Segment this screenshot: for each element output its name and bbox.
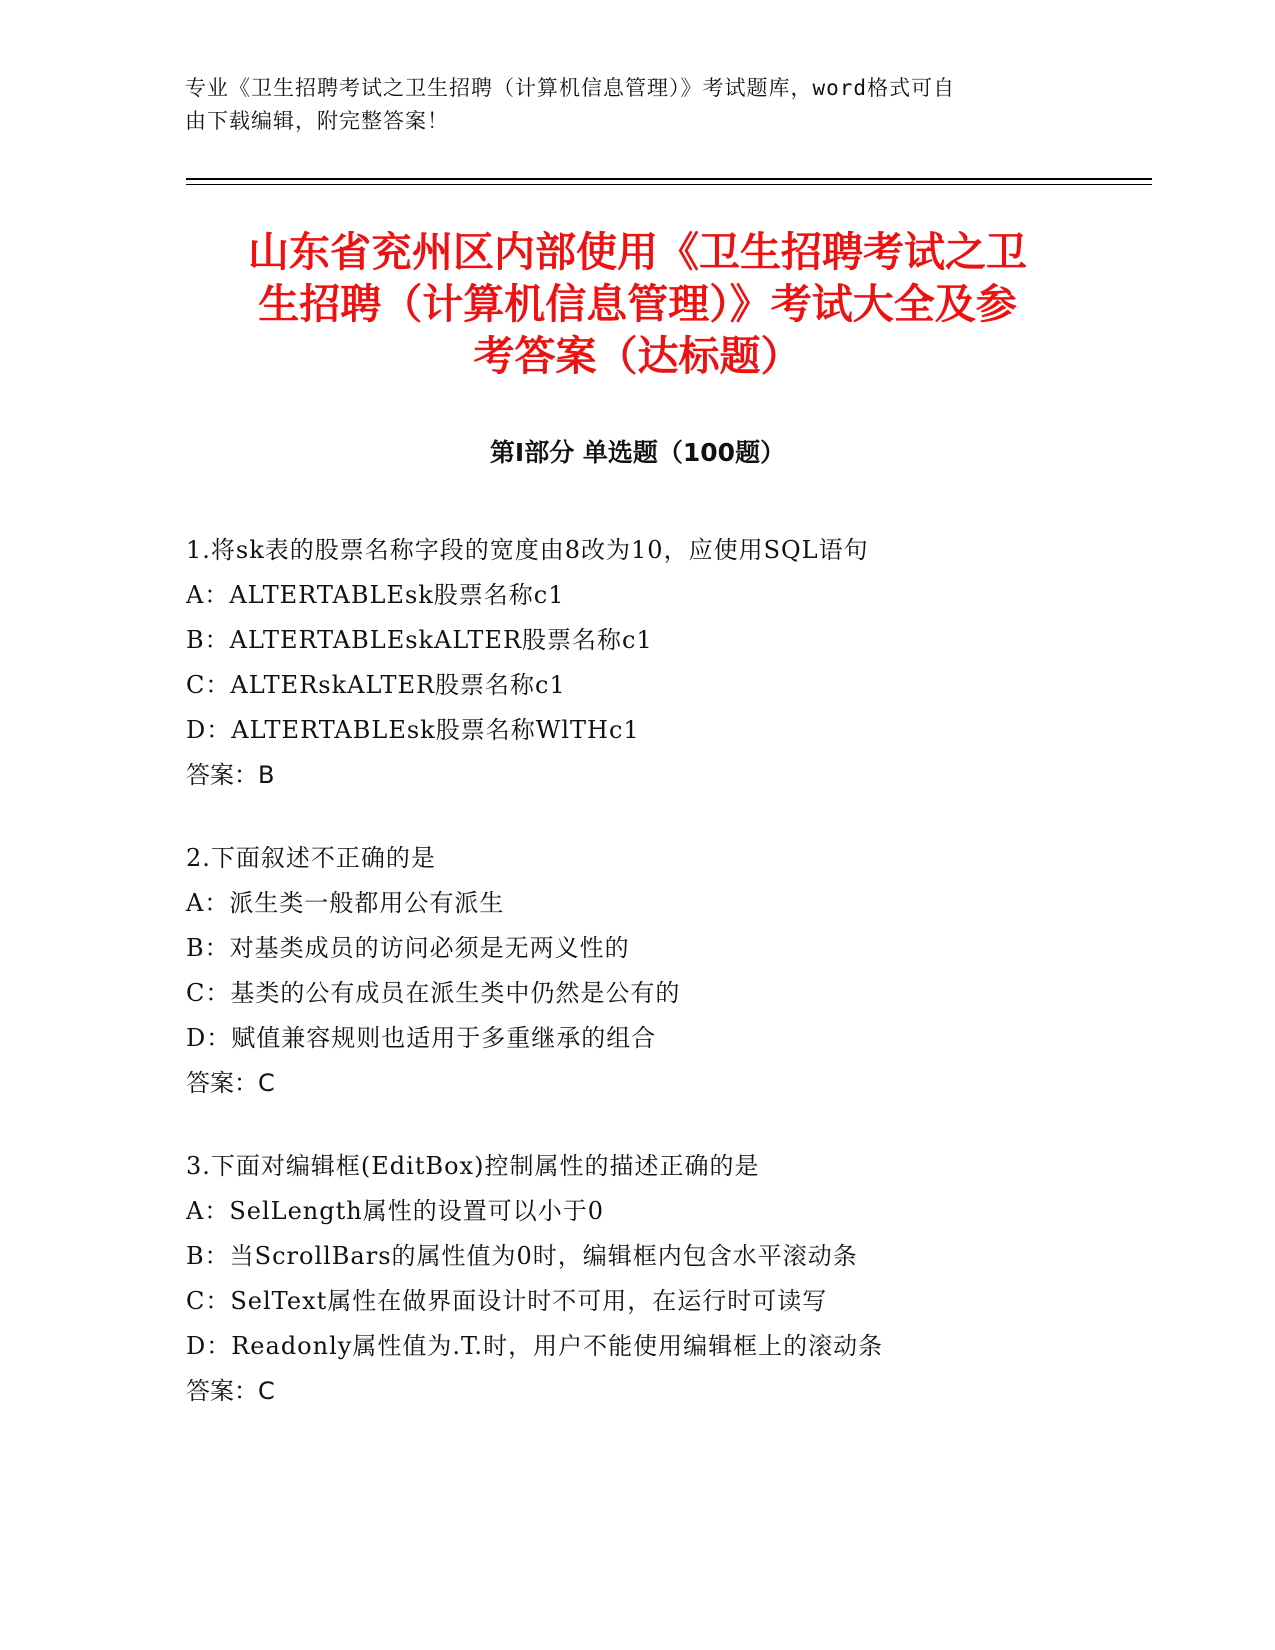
option-a: A：派生类一般都用公有派生 (186, 889, 505, 917)
question-stem: 3.下面对编辑框(EditBox)控制属性的描述正确的是 (186, 1152, 760, 1180)
question-3 (186, 1144, 1146, 1414)
question-stem: 2.下面叙述不正确的是 (186, 844, 436, 872)
option-b: B：ALTERTABLEskALTER股票名称c1 (186, 626, 653, 654)
document-title-line-2: 生招聘（计算机信息管理）》考试大全及参 (258, 280, 1017, 328)
option-d: D：赋值兼容规则也适用于多重继承的组合 (186, 1024, 657, 1052)
header-note-line-1: 专业《卫生招聘考试之卫生招聘（计算机信息管理）》考试题库，word格式可自 (185, 76, 956, 100)
header-note (185, 72, 1065, 138)
option-c: C：基类的公有成员在派生类中仍然是公有的 (186, 979, 681, 1007)
document-title (150, 226, 1125, 382)
section-title: 第Ⅰ部分 单选题（100题） (489, 438, 786, 467)
header-divider-thin (186, 184, 1152, 185)
question-1 (186, 528, 1146, 798)
answer: 答案：C (186, 1069, 275, 1097)
document-title-line-3: 考答案（达标题） (473, 332, 802, 380)
option-a: A：ALTERTABLEsk股票名称c1 (186, 581, 565, 609)
answer: 答案：B (186, 761, 275, 789)
option-d: D：Readonly属性值为.T.时，用户不能使用编辑框上的滚动条 (186, 1332, 884, 1360)
question-2 (186, 836, 1146, 1106)
option-c: C：ALTERskALTER股票名称c1 (186, 671, 566, 699)
option-a: A：SelLength属性的设置可以小于0 (186, 1197, 604, 1225)
option-c: C：SelText属性在做界面设计时不可用，在运行时可读写 (186, 1287, 828, 1315)
option-d: D：ALTERTABLEsk股票名称WlTHc1 (186, 716, 640, 744)
option-b: B：当ScrollBars的属性值为0时，编辑框内包含水平滚动条 (186, 1242, 858, 1270)
answer: 答案：C (186, 1377, 275, 1405)
question-stem: 1.将sk表的股票名称字段的宽度由8改为10，应使用SQL语句 (186, 536, 869, 564)
question-list (186, 528, 1146, 1452)
header-divider-thick (186, 178, 1152, 180)
option-b: B：对基类成员的访问必须是无两义性的 (186, 934, 630, 962)
header-note-line-2: 由下载编辑，附完整答案！ (185, 109, 449, 133)
document-title-line-1: 山东省兖州区内部使用《卫生招聘考试之卫 (248, 228, 1027, 276)
